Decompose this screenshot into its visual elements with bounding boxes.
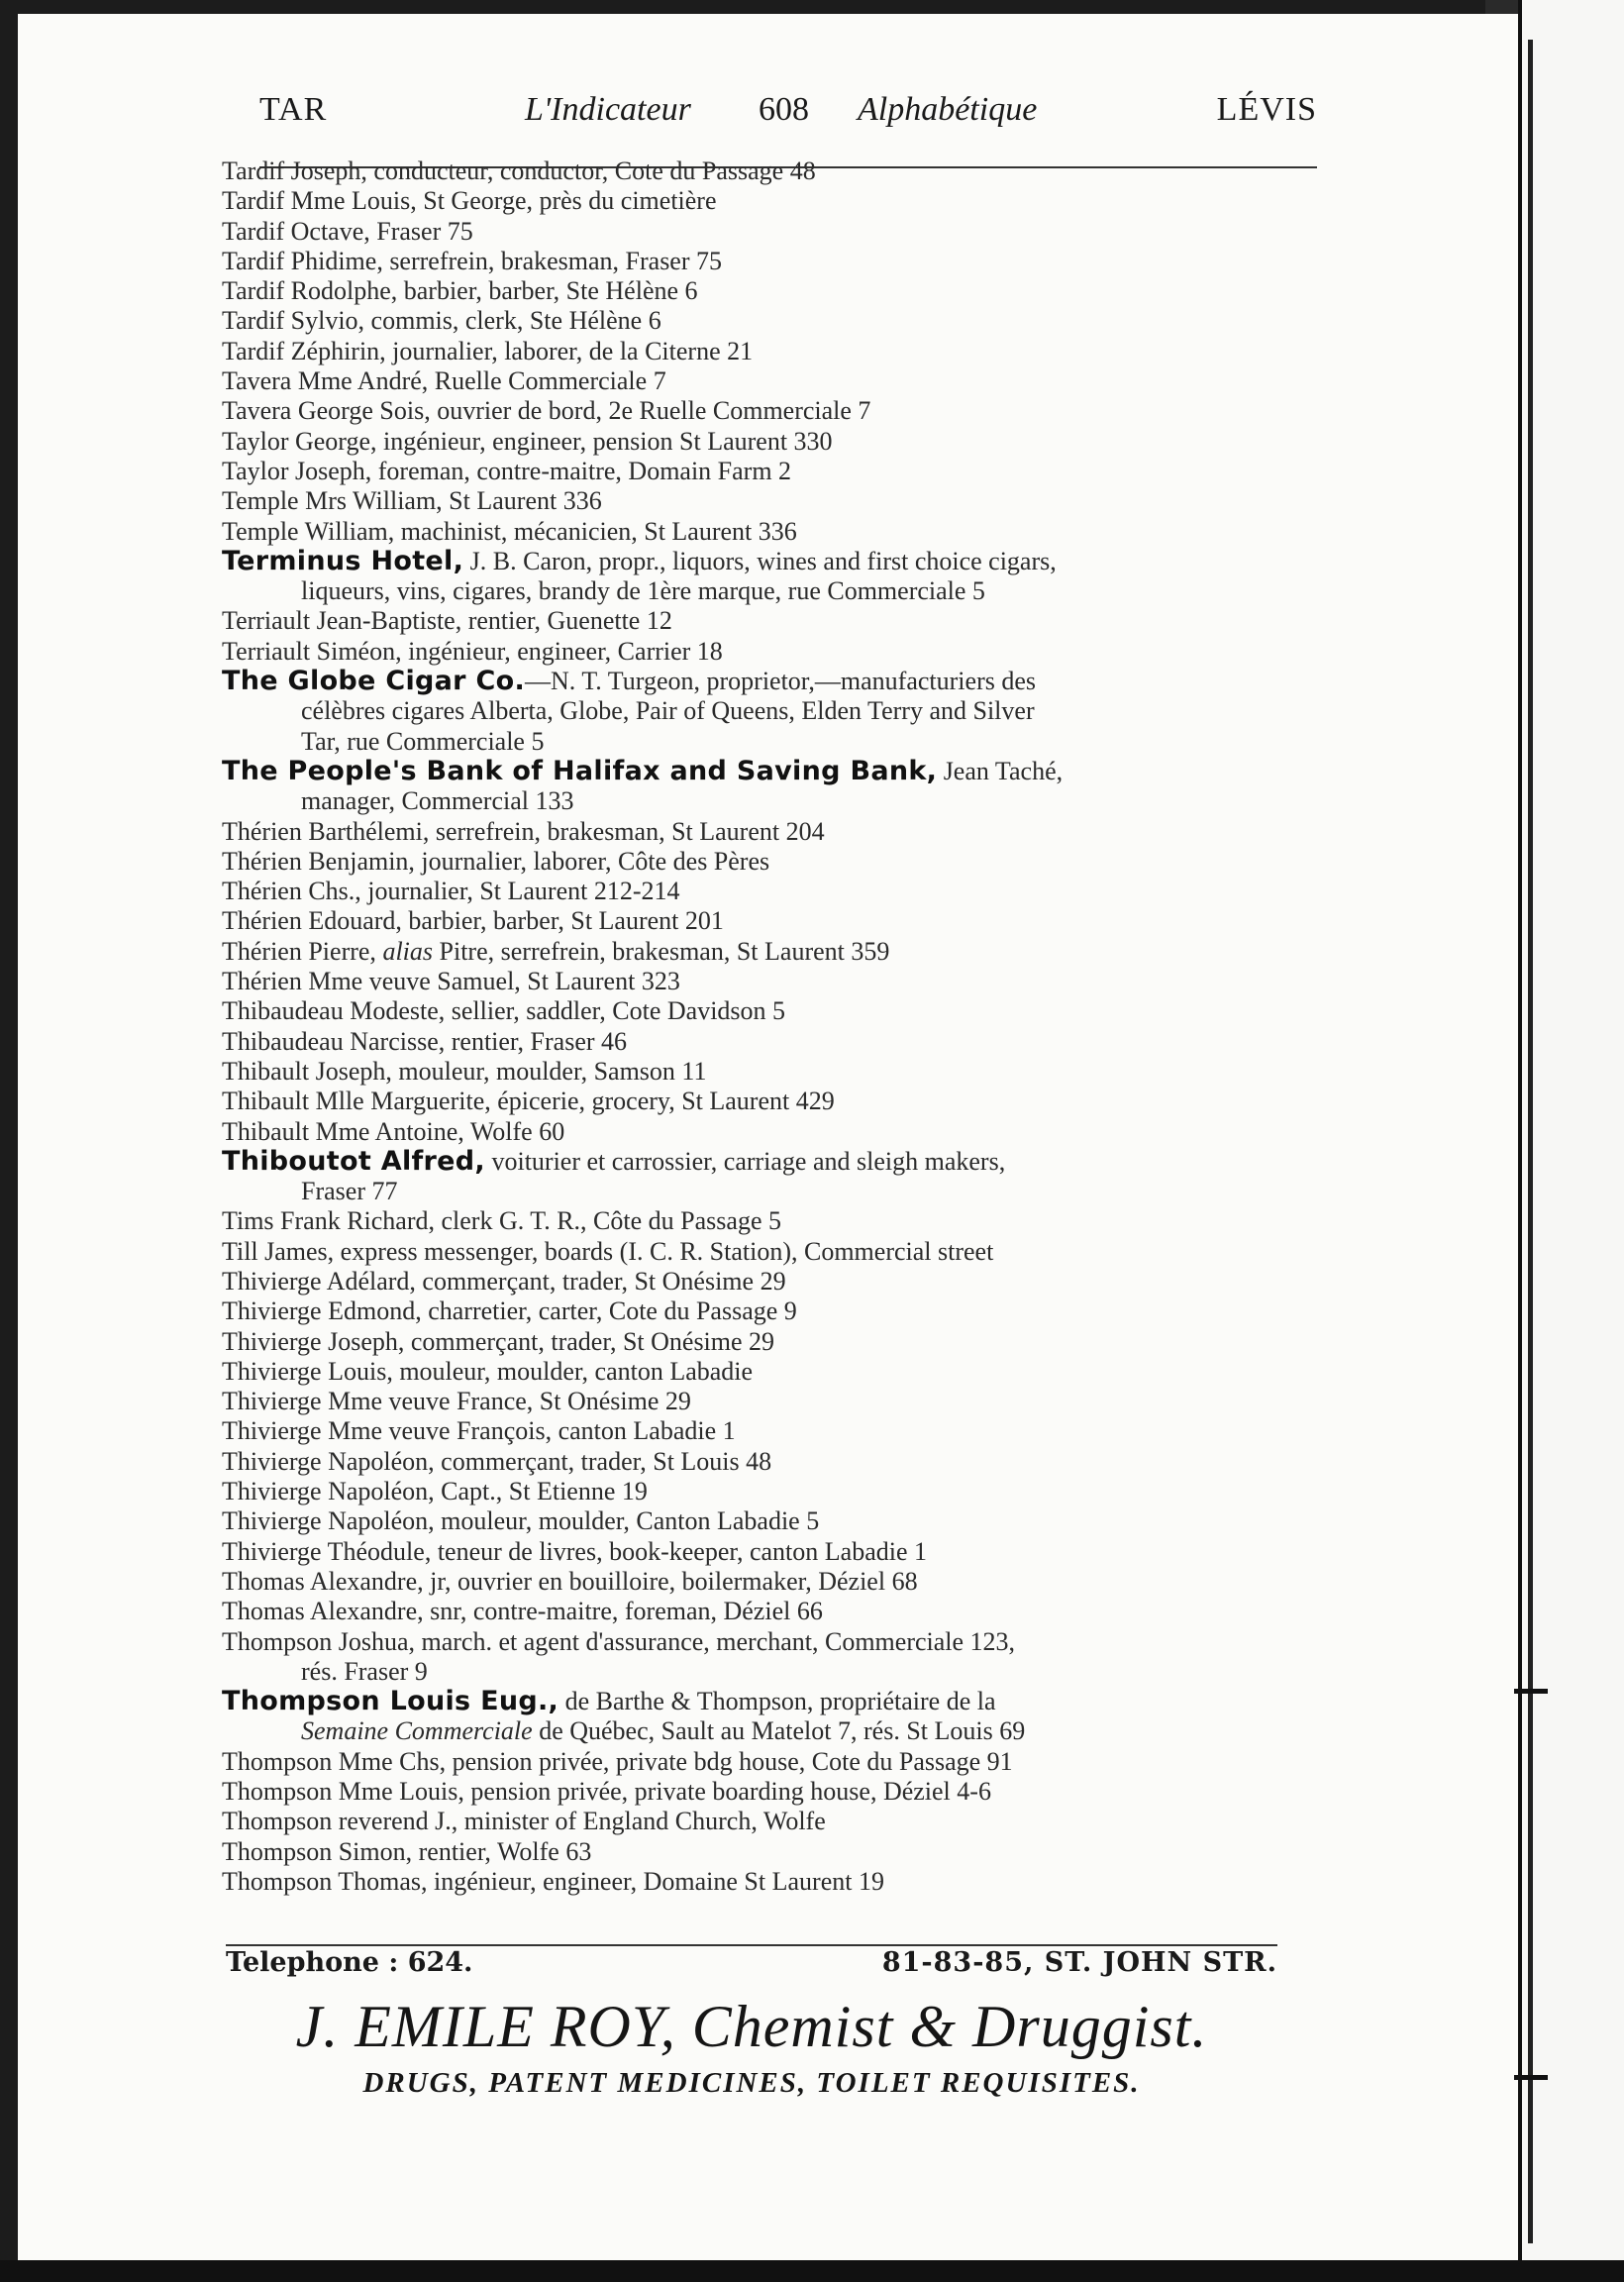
directory-entry — [222, 1747, 1321, 1777]
directory-entry — [222, 1087, 1321, 1116]
entry-text: Thivierge Napoléon, mouleur, moulder, Canton Labadie 5 — [222, 1506, 820, 1536]
entry-text: Thibaudeau Modeste, sellier, saddler, Cote Davidson 5 — [222, 996, 786, 1026]
entry-business-name: The Globe Cigar Co. — [222, 666, 526, 697]
directory-entry — [222, 1506, 1321, 1536]
directory-entry — [222, 967, 1321, 996]
entry-text: Thivierge Joseph, commerçant, trader, St Onésime 29 — [222, 1326, 775, 1356]
footer-rule — [226, 1944, 1277, 1946]
directory-entry — [222, 186, 1321, 216]
gutter-tick — [1514, 1689, 1548, 1694]
entry-text: Tavera George Sois, ouvrier de bord, 2e Ruelle Commerciale 7 — [222, 396, 871, 426]
entry-text: Taylor Joseph, foreman, contre-maitre, Domain Farm 2 — [222, 456, 792, 485]
entry-text: de Barthe & Thompson, propriétaire de la — [558, 1687, 996, 1716]
entry-text: Temple William, machinist, mécanicien, St Laurent 336 — [222, 516, 797, 546]
directory-entry — [222, 156, 1321, 186]
entry-text: Thompson Thomas, ingénieur, engineer, Domaine St Laurent 19 — [222, 1866, 884, 1896]
directory-entry — [222, 1267, 1321, 1297]
entry-text: Thompson Mme Louis, pension privée, private boarding house, Déziel 4-6 — [222, 1777, 991, 1807]
entry-continuation — [222, 1716, 1321, 1746]
entry-text: Fraser 77 — [301, 1177, 398, 1206]
directory-entry — [222, 217, 1321, 247]
book-gutter — [1518, 0, 1624, 2282]
entry-text: Thomas Alexandre, jr, ouvrier en bouilloire, boilermaker, Déziel 68 — [222, 1566, 918, 1596]
directory-entry — [222, 1597, 1321, 1626]
entry-text: célèbres cigares Alberta, Globe, Pair of Queens, Elden Terry and Silver — [301, 696, 1035, 726]
directory-entry — [222, 1327, 1321, 1357]
entry-text: Terriault Jean-Baptiste, rentier, Guenette 12 — [222, 606, 672, 636]
directory-entry — [222, 667, 1321, 696]
entry-text: Thompson Mme Chs, pension privée, private bdg house, Cote du Passage 91 — [222, 1746, 1013, 1776]
entry-text: Thérien Edouard, barbier, barber, St Laurent 201 — [222, 906, 724, 936]
entry-business-name: The People's Bank of Halifax and Saving Bank, — [222, 755, 938, 786]
directory-entry — [222, 427, 1321, 457]
directory-entry — [222, 276, 1321, 306]
entry-text: Thérien Pierre, — [222, 936, 383, 966]
entry-text: Thérien Barthélemi, serrefrein, brakesman, St Laurent 204 — [222, 816, 825, 846]
entry-text-after: Pitre, serrefrein, brakesman, St Laurent 359 — [433, 936, 890, 966]
entry-text: Thibault Mme Antoine, Wolfe 60 — [222, 1116, 565, 1146]
entry-continuation — [222, 1657, 1321, 1687]
advertiser-name: J. EMILE ROY, Chemist & Druggist. — [295, 1994, 1208, 2059]
directory-entry — [222, 937, 1321, 967]
directory-entry — [222, 1237, 1321, 1267]
directory-entry — [222, 847, 1321, 877]
entry-text-after: de Québec, Sault au Matelot 7, rés. St Louis 69 — [532, 1716, 1026, 1746]
directory-entry — [222, 1447, 1321, 1477]
directory-entry — [222, 1117, 1321, 1147]
entry-text: Tims Frank Richard, clerk G. T. R., Côte du Passage 5 — [222, 1206, 781, 1236]
directory-entry — [222, 247, 1321, 276]
entry-continuation — [222, 696, 1321, 726]
directory-entry — [222, 1867, 1321, 1897]
entry-text: Tardif Rodolphe, barbier, barber, Ste Hélène 6 — [222, 276, 698, 306]
directory-entry — [222, 547, 1321, 576]
directory-entry — [222, 1777, 1321, 1807]
contact-row — [226, 1947, 1277, 1987]
entry-text: Tavera Mme André, Ruelle Commerciale 7 — [222, 366, 666, 396]
header-title: L'Indicateur — [525, 91, 691, 128]
entry-continuation — [222, 1177, 1321, 1206]
entry-text: Thivierge Napoléon, Capt., St Etienne 19 — [222, 1477, 648, 1506]
directory-entry — [222, 517, 1321, 547]
entry-continuation — [222, 727, 1321, 757]
directory-entry — [222, 606, 1321, 636]
directory-entry — [222, 396, 1321, 426]
directory-entry — [222, 1057, 1321, 1087]
directory-entry — [222, 1206, 1321, 1236]
header-section-key: TAR — [259, 91, 328, 128]
header-subtitle: Alphabétique — [858, 91, 1038, 128]
directory-entry — [222, 1357, 1321, 1387]
entry-text: Tardif Zéphirin, journalier, laborer, de la Citerne 21 — [222, 336, 754, 365]
entry-text: J. B. Caron, propr., liquors, wines and first choice cigars, — [463, 546, 1057, 575]
entry-text: Till James, express messenger, boards (I. C. R. Station), Commercial street — [222, 1236, 994, 1266]
entry-text: Tardif Joseph, conducteur, conductor, Cote du Passage 48 — [222, 156, 816, 185]
directory-entry — [222, 906, 1321, 936]
entry-text: Tardif Phidime, serrefrein, brakesman, Fraser 75 — [222, 246, 723, 275]
directory-entry — [222, 486, 1321, 516]
advertisement-footer — [226, 1947, 1277, 2100]
directory-entry — [222, 996, 1321, 1026]
entry-text: Thérien Benjamin, journalier, laborer, Côte des Pères — [222, 846, 770, 876]
entry-text: Thompson reverend J., minister of England Church, Wolfe — [222, 1807, 826, 1836]
scan-border-bottom — [0, 2260, 1624, 2282]
directory-entry — [222, 1027, 1321, 1057]
entry-business-name: Terminus Hotel, — [222, 545, 464, 576]
header-city: LÉVIS — [1216, 91, 1317, 128]
entry-text: Thompson Simon, rentier, Wolfe 63 — [222, 1836, 592, 1866]
directory-entry — [222, 1687, 1321, 1716]
entry-text: Thivierge Louis, mouleur, moulder, canton Labadie — [222, 1356, 754, 1386]
entry-italic-text: Semaine Commerciale — [301, 1716, 533, 1746]
entry-continuation — [222, 786, 1321, 816]
directory-entry — [222, 757, 1321, 786]
entry-text: —N. T. Turgeon, proprietor,—manufacturiers des — [525, 667, 1037, 696]
entry-text: Terriault Siméon, ingénieur, engineer, Carrier 18 — [222, 636, 723, 666]
entry-text: Taylor George, ingénieur, engineer, pension St Laurent 330 — [222, 426, 833, 456]
entry-text: Tar, rue Commerciale 5 — [301, 726, 545, 756]
directory-entries — [222, 156, 1321, 1897]
directory-entry — [222, 1477, 1321, 1506]
entry-italic-text: alias — [382, 936, 434, 966]
entry-text: Thompson Joshua, march. et agent d'assurance, merchant, Commerciale 123, — [222, 1626, 1016, 1656]
entry-text: Thomas Alexandre, snr, contre-maitre, foreman, Déziel 66 — [222, 1597, 823, 1626]
directory-entry — [222, 637, 1321, 667]
entry-business-name: Thompson Louis Eug., — [222, 1686, 559, 1717]
entry-text: manager, Commercial 133 — [301, 786, 574, 816]
entry-text: Thivierge Edmond, charretier, carter, Cote du Passage 9 — [222, 1297, 797, 1326]
entry-text: liqueurs, vins, cigares, brandy de 1ère marque, rue Commerciale 5 — [301, 576, 985, 606]
directory-entry — [222, 1537, 1321, 1567]
directory-entry — [222, 1627, 1321, 1657]
entry-business-name: Thiboutot Alfred, — [222, 1145, 485, 1177]
address-text: 81-83-85, ST. JOHN STR. — [881, 1947, 1277, 1978]
entry-text: Temple Mrs William, St Laurent 336 — [222, 486, 602, 516]
page-number: 608 — [759, 91, 809, 128]
entry-text: Thivierge Mme veuve France, St Onésime 29 — [222, 1387, 691, 1416]
entry-text: rés. Fraser 9 — [301, 1656, 428, 1686]
advertiser-tagline: DRUGS, PATENT MEDICINES, TOILET REQUISITES. — [362, 2067, 1141, 2099]
directory-entry — [222, 1807, 1321, 1836]
entry-text: Thibault Mlle Marguerite, épicerie, grocery, St Laurent 429 — [222, 1087, 835, 1116]
entry-text: Tardif Sylvio, commis, clerk, Ste Hélène 6 — [222, 306, 661, 336]
entry-text: Jean Taché, — [937, 756, 1064, 785]
entry-text: Thivierge Napoléon, commerçant, trader, St Louis 48 — [222, 1446, 772, 1476]
entry-text: Thibault Joseph, mouleur, moulder, Samson 11 — [222, 1056, 707, 1086]
directory-entry — [222, 1147, 1321, 1177]
directory-entry — [222, 1567, 1321, 1597]
entry-text: Thivierge Mme veuve François, canton Labadie 1 — [222, 1416, 736, 1446]
gutter-tick — [1514, 2075, 1548, 2080]
entry-text: Thibaudeau Narcisse, rentier, Fraser 46 — [222, 1026, 628, 1056]
directory-entry — [222, 817, 1321, 847]
directory-entry — [222, 306, 1321, 336]
entry-text: Tardif Mme Louis, St George, près du cimetière — [222, 186, 717, 216]
directory-entry — [222, 1297, 1321, 1326]
directory-entry — [222, 457, 1321, 486]
entry-text: Thivierge Adélard, commerçant, trader, St Onésime 29 — [222, 1266, 786, 1296]
telephone-text: Telephone : 624. — [226, 1947, 473, 1978]
entry-text: voiturier et carrossier, carriage and sleigh makers, — [484, 1146, 1006, 1176]
gutter-edge — [1528, 40, 1533, 2243]
running-header — [259, 91, 1317, 156]
directory-entry — [222, 366, 1321, 396]
directory-entry — [222, 877, 1321, 906]
directory-entry — [222, 337, 1321, 366]
directory-entry — [222, 1416, 1321, 1446]
entry-continuation — [222, 576, 1321, 606]
entry-text: Tardif Octave, Fraser 75 — [222, 216, 473, 246]
directory-entry — [222, 1387, 1321, 1416]
entry-text: Thivierge Théodule, teneur de livres, book-keeper, canton Labadie 1 — [222, 1536, 928, 1566]
entry-text: Thérien Mme veuve Samuel, St Laurent 323 — [222, 967, 680, 996]
entry-text: Thérien Chs., journalier, St Laurent 212-214 — [222, 877, 680, 906]
directory-entry — [222, 1837, 1321, 1867]
